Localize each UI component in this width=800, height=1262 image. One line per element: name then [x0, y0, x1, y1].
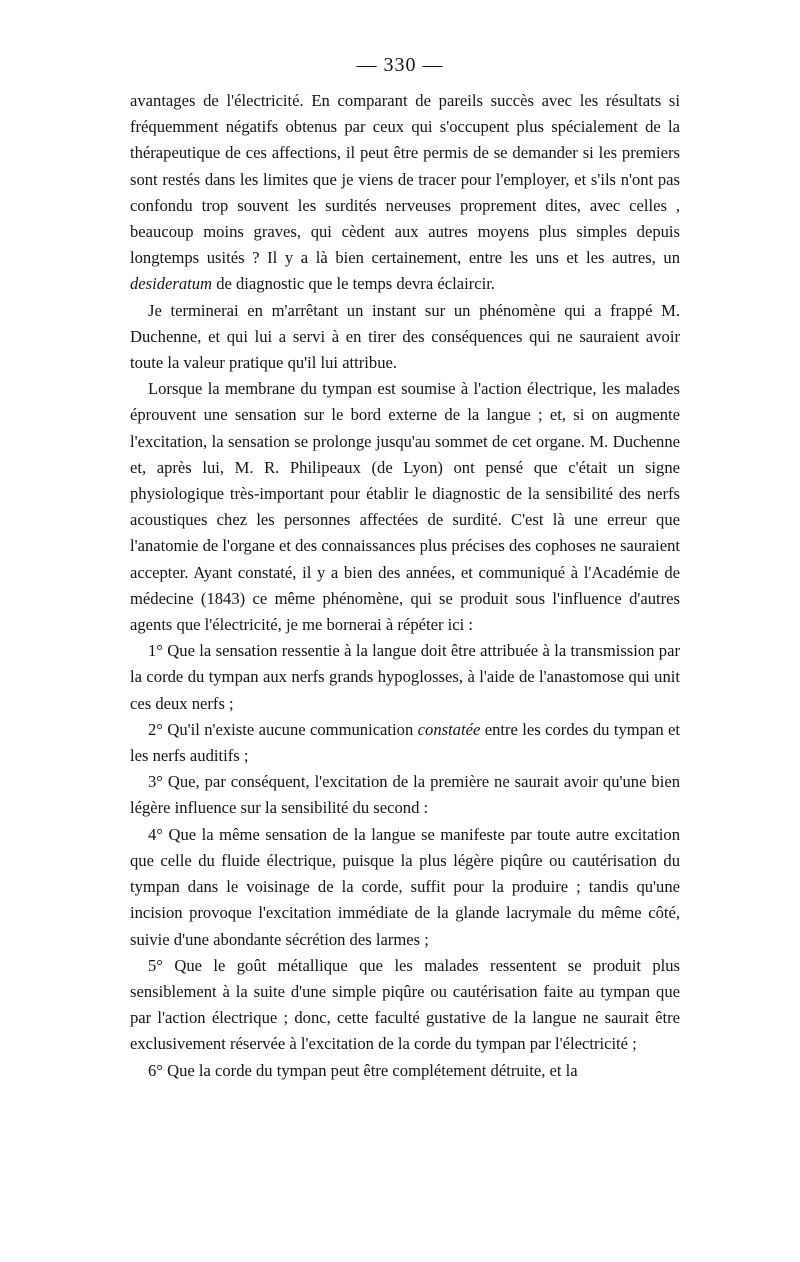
list-item-number: 5° — [148, 955, 163, 975]
list-item-2 — [130, 717, 680, 769]
list-item-text: Que, par conséquent, l'excitation de la première ne saurait avoir qu'une bien légère influence sur la sensibilité du second : — [130, 772, 680, 818]
paragraph-1-tail: de diagnostic que le temps devra éclaircir. — [216, 274, 495, 294]
list-item-6 — [130, 1058, 680, 1084]
paragraph-1 — [130, 88, 680, 298]
body-text — [130, 88, 680, 1084]
list-item-tail: entre les cordes du tympan et les nerfs auditifs ; — [130, 719, 680, 766]
list-item-number: 1° — [148, 641, 163, 661]
list-item-3 — [130, 769, 680, 821]
list-item-text: Que la même sensation de la langue se manifeste par toute autre excitation que celle du fluide électrique, puisque la plus légère piqûre ou cautérisation du tympan dans le voisinage de la corde, suffit pour la produire ; tandis qu'une incision provoque l'excitation immédiate de la glande lacrymale du même côté, suivie d'une abondante sécrétion des larmes ; — [130, 824, 680, 949]
list-item-italic: constatée — [417, 719, 481, 739]
list-item-number: 3° — [148, 772, 163, 792]
list-item-1 — [130, 638, 680, 717]
list-item-text: Qu'il n'existe aucune communication — [167, 719, 414, 739]
list-item-number: 2° — [148, 719, 163, 739]
list-item-4 — [130, 822, 680, 953]
list-item-5 — [130, 953, 680, 1058]
paragraph-1-text: avantages de l'électricité. En comparant de pareils succès avec les résultats si fréquemment négatifs obtenus par ceux qui s'occupent plus spécialement de la thérapeutique de ces affections, il peut être permis de se demander si les premiers sont restés dans les limites que je viens de tracer pour l'employer, et s'ils n'ont pas confondu trop souvent les surdités nerveuses proprement dites, avec celles , beaucoup moins graves, qui cèdent aux autres moyens plus simples depuis longtemps usités ? Il y a là bien certainement, entre les uns et les autres, un — [130, 91, 680, 268]
list-item-text: Que la sensation ressentie à la langue doit être attribuée à la transmission par la corde du tympan aux nerfs grands hypoglosses, à l'aide de l'anastomose qui unit ces deux nerfs ; — [130, 641, 680, 713]
list-item-number: 6° — [148, 1060, 163, 1080]
list-item-number: 4° — [148, 824, 163, 844]
list-item-text: Que la corde du tympan peut être complétement détruite, et la — [167, 1060, 578, 1080]
page-number: — 330 — — [356, 54, 444, 76]
paragraph-2: Je terminerai en m'arrêtant un instant sur un phénomène qui a frappé M. Duchenne, et qui lui a servi à en tirer des conséquences qui ne sauraient avoir toute la valeur pratique qu'il lui attribue. — [130, 300, 680, 373]
paragraph-3: Lorsque la membrane du tympan est soumise à l'action électrique, les malades éprouvent une sensation sur le bord externe de la langue ; et, si on augmente l'excitation, la sensation se prolonge jusqu'au sommet de cet organe. M. Duchenne et, après lui, M. R. Philipeaux (de Lyon) ont pensé que c'était un signe physiologique très-important pour établir le diagnostic de la sensibilité des nerfs acoustiques chez les personnes affectées de surdité. C'est là une erreur que l'anatomie de l'organe et des connaissances plus précises des cophoses ne sauraient accepter. Ayant constaté, il y a bien des années, et communiqué à l'Académie de médecine (1843) ce même phénomène, qui se produit sous l'influence d'autres agents que l'électricité, je me bornerai à répéter ici : — [130, 379, 680, 635]
list-item-text: Que le goût métallique que les malades ressentent se produit plus sensiblement à la suite d'une simple piqûre ou cautérisation faite au tympan que par l'action électrique ; donc, cette faculté gustative de la langue ne saurait être exclusivement réservée à l'excitation de la corde du tympan par l'électricité ; — [130, 955, 681, 1054]
paragraph-1-italic: desideratum — [130, 274, 213, 294]
